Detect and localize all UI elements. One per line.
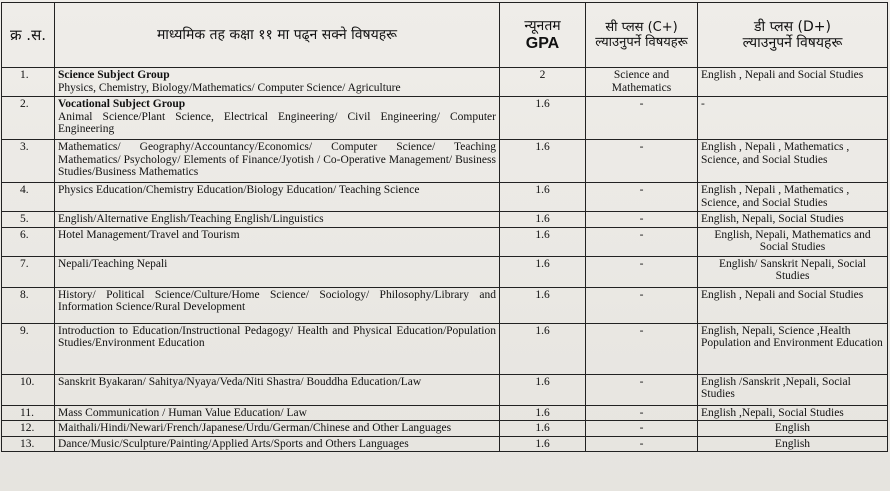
header-row xyxy=(2,3,888,68)
header-subjects: माध्यमिक तह कक्षा ११ मा पढ्न सक्ने विषयहरू xyxy=(55,3,500,68)
row-dplus: English , Nepali , Mathematics , Science, and Social Studies xyxy=(698,183,888,212)
row-dplus: English xyxy=(698,436,888,452)
row-serial: 4. xyxy=(2,183,55,212)
row-gpa: 1.6 xyxy=(500,374,586,405)
table-row xyxy=(2,183,888,212)
row-serial: 6. xyxy=(2,227,55,256)
row-gpa: 1.6 xyxy=(500,405,586,421)
row-subject-list: Physics, Chemistry, Biology/Mathematics/ Computer Science/ Agriculture xyxy=(58,81,401,94)
row-subject-list: Animal Science/Plant Science, Electrical Engineering/ Civil Engineering/ Computer Engineering xyxy=(58,110,496,135)
row-subjects xyxy=(55,68,500,97)
row-gpa: 1.6 xyxy=(500,323,586,374)
row-dplus: English , Nepali , Mathematics , Science, and Social Studies xyxy=(698,140,888,183)
row-serial: 11. xyxy=(2,405,55,421)
row-cplus: - xyxy=(586,256,698,287)
row-cplus: - xyxy=(586,323,698,374)
row-dplus: English/ Sanskrit Nepali, Social Studies xyxy=(698,256,888,287)
header-dplus-line2: ल्याउनुपर्ने विषयहरू xyxy=(742,35,843,51)
row-gpa: 1.6 xyxy=(500,421,586,437)
row-dplus: English, Nepali, Mathematics and Social Studies xyxy=(698,227,888,256)
row-serial: 13. xyxy=(2,436,55,452)
header-min-gpa xyxy=(500,3,586,68)
row-cplus: - xyxy=(586,421,698,437)
row-cplus: - xyxy=(586,287,698,323)
row-gpa: 1.6 xyxy=(500,256,586,287)
header-min-gpa-line2: GPA xyxy=(525,35,560,52)
row-subjects: English/Alternative English/Teaching English/Linguistics xyxy=(55,212,500,228)
row-subjects: Sanskrit Byakaran/ Sahitya/Nyaya/Veda/Niti Shastra/ Bouddha Education/Law xyxy=(55,374,500,405)
row-gpa: 2 xyxy=(500,68,586,97)
row-group-title: Vocational Subject Group xyxy=(58,98,186,110)
eligibility-table xyxy=(1,2,888,452)
row-dplus: English, Nepali, Social Studies xyxy=(698,212,888,228)
header-cplus-line1: सी प्लस (C+) xyxy=(605,20,678,35)
row-cplus: - xyxy=(586,212,698,228)
row-gpa: 1.6 xyxy=(500,97,586,140)
row-dplus: English /Sanskrit ,Nepali, Social Studies xyxy=(698,374,888,405)
table-row xyxy=(2,287,888,323)
row-subjects: Dance/Music/Sculpture/Painting/Applied Arts/Sports and Others Languages xyxy=(55,436,500,452)
row-cplus: - xyxy=(586,227,698,256)
header-serial-number: क्र .स. xyxy=(2,3,55,68)
table-row xyxy=(2,97,888,140)
table-row xyxy=(2,436,888,452)
row-cplus: - xyxy=(586,97,698,140)
header-dplus-subjects xyxy=(698,3,888,68)
row-subjects xyxy=(55,97,500,140)
row-dplus: English ,Nepali, Social Studies xyxy=(698,405,888,421)
row-dplus: English xyxy=(698,421,888,437)
header-cplus-line2: ल्याउनुपर्ने विषयहरू xyxy=(595,35,688,50)
row-gpa: 1.6 xyxy=(500,227,586,256)
header-dplus-line1: डी प्लस (D+) xyxy=(754,19,831,35)
table-row xyxy=(2,374,888,405)
row-gpa: 1.6 xyxy=(500,212,586,228)
table-row xyxy=(2,140,888,183)
row-serial: 1. xyxy=(2,68,55,97)
table-row xyxy=(2,227,888,256)
row-subjects: Nepali/Teaching Nepali xyxy=(55,256,500,287)
row-serial: 10. xyxy=(2,374,55,405)
row-cplus: - xyxy=(586,374,698,405)
row-subjects: Hotel Management/Travel and Tourism xyxy=(55,227,500,256)
row-serial: 7. xyxy=(2,256,55,287)
header-min-gpa-line1: न्यूनतम xyxy=(524,18,561,34)
row-dplus: - xyxy=(698,97,888,140)
row-cplus: - xyxy=(586,183,698,212)
table-row xyxy=(2,323,888,374)
row-serial: 9. xyxy=(2,323,55,374)
table-row xyxy=(2,405,888,421)
row-dplus: English , Nepali and Social Studies xyxy=(698,287,888,323)
row-subjects: Maithali/Hindi/Newari/French/Japanese/Urdu/German/Chinese and Other Languages xyxy=(55,421,500,437)
row-cplus: - xyxy=(586,436,698,452)
row-group-title: Science Subject Group xyxy=(58,69,170,81)
row-subjects: Mathematics/ Geography/Accountancy/Economics/ Computer Science/ Teaching Mathematics/ Psychology/ Elements of Finance/Jyotish / Co-Operative Management/ Business Studies/Business Mathematics xyxy=(55,140,500,183)
row-gpa: 1.6 xyxy=(500,287,586,323)
row-serial: 2. xyxy=(2,97,55,140)
row-serial: 3. xyxy=(2,140,55,183)
row-serial: 8. xyxy=(2,287,55,323)
row-gpa: 1.6 xyxy=(500,140,586,183)
row-serial: 5. xyxy=(2,212,55,228)
row-cplus: - xyxy=(586,405,698,421)
row-cplus: - xyxy=(586,140,698,183)
row-serial: 12. xyxy=(2,421,55,437)
table-row xyxy=(2,212,888,228)
row-dplus: English , Nepali and Social Studies xyxy=(698,68,888,97)
row-gpa: 1.6 xyxy=(500,183,586,212)
table-row xyxy=(2,256,888,287)
row-cplus: Science and Mathematics xyxy=(586,68,698,97)
row-dplus: English, Nepali, Science ,Health Population and Environment Education xyxy=(698,323,888,374)
header-cplus-subjects xyxy=(586,3,698,68)
row-gpa: 1.6 xyxy=(500,436,586,452)
row-subjects: History/ Political Science/Culture/Home Science/ Sociology/ Philosophy/Library and Information Science/Rural Development xyxy=(55,287,500,323)
table-row xyxy=(2,421,888,437)
row-subjects: Introduction to Education/Instructional Pedagogy/ Health and Physical Education/Population Studies/Environment Education xyxy=(55,323,500,374)
table-row xyxy=(2,68,888,97)
row-subjects: Mass Communication / Human Value Education/ Law xyxy=(55,405,500,421)
row-subjects: Physics Education/Chemistry Education/Biology Education/ Teaching Science xyxy=(55,183,500,212)
